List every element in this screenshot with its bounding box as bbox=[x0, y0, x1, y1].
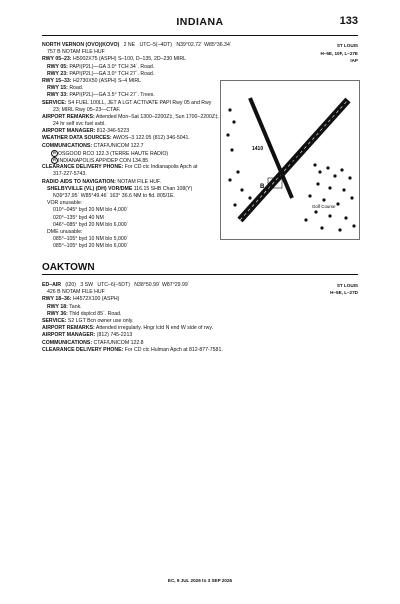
entry-text: 426 B NOTAM FILE HUF bbox=[47, 289, 105, 296]
entry-text: AWOS–3 122.05 (812) 346-5041. bbox=[112, 135, 190, 142]
entry-label: RWY 23: bbox=[47, 70, 68, 77]
radio-circle-icon: R bbox=[51, 157, 58, 164]
entry-label: RWY 36: bbox=[47, 310, 68, 317]
page-footer: EC, 9 JUL 2026 to 3 SEP 2026 bbox=[167, 578, 233, 583]
iap-label: IAP bbox=[350, 58, 358, 64]
airport-name: ED–AIR bbox=[42, 282, 62, 288]
airport-location: 2 NE bbox=[123, 42, 136, 48]
chart-ref: ST LOUIS bbox=[336, 43, 358, 48]
entry-text: 23; MIRL Rwy 05–23—CTAF. bbox=[53, 106, 121, 113]
entry-label: AIRPORT REMARKS: bbox=[42, 113, 95, 120]
entry-line bbox=[42, 49, 358, 56]
section-rule bbox=[42, 274, 358, 275]
state-title: INDIANA bbox=[176, 16, 224, 28]
airport-title-line bbox=[42, 42, 358, 49]
entry-text: H2730X50 (ASPH) S–4 MIRL bbox=[72, 77, 142, 84]
entry-text: H5002X75 (ASPH) S–100, D–135, 2D–230 MIRL bbox=[72, 56, 187, 63]
entry-text: INDIANAPOLIS APP/DEP CON 134.85 bbox=[58, 157, 149, 164]
entry-label: SERVICE: bbox=[42, 99, 67, 106]
entry-label: RWY 15: bbox=[47, 85, 68, 92]
entry-text: 085°–105° byd 20 NM blo 6,000´ bbox=[53, 243, 129, 250]
entry-text: H4572X100 (ASPH) bbox=[72, 296, 120, 303]
entry-text: PAPI(P2L)—GA 3.5° TCH 27´. Trees. bbox=[69, 92, 155, 99]
entry-text: 812-346-5223 bbox=[96, 128, 130, 135]
entry-label: RWY 05–23: bbox=[42, 56, 72, 63]
entry-line bbox=[42, 304, 358, 311]
chart-ref: ST LOUIS bbox=[336, 283, 358, 288]
entry-text: 046°–085° byd 20 NM blo 6,000´ bbox=[53, 221, 129, 228]
entry-label: RWY 05: bbox=[47, 63, 68, 70]
header-rule bbox=[42, 35, 358, 36]
beacon-label: B bbox=[260, 184, 265, 190]
entry-label: SERVICE: bbox=[42, 317, 67, 324]
airport-coords: N39°02.72´ W85°36.34´ bbox=[176, 42, 232, 48]
page-number: 133 bbox=[339, 15, 358, 27]
entry-label: AIRPORT MANAGER: bbox=[42, 128, 96, 135]
entry-text: VOR unusable: bbox=[47, 200, 83, 207]
entry-text: S4 FUEL 100LL, JET A LGT ACTIVATE PAPI Rwy 05 and Rwy bbox=[67, 99, 212, 106]
entry-text: For CD ctc Hulman Apch at 812-877-7581. bbox=[124, 346, 223, 353]
entry-label: RWY 33: bbox=[47, 92, 68, 99]
entry-text: Road. bbox=[69, 85, 84, 92]
entry-label: SHELBYVILLE (VL) (DH) VOR/DME bbox=[47, 185, 133, 192]
entry-label: CLEARANCE DELIVERY PHONE: bbox=[42, 164, 124, 171]
radio-circle-icon: R bbox=[51, 150, 58, 157]
entry-line bbox=[42, 347, 358, 354]
entry-line bbox=[42, 243, 358, 250]
entry-text: 317-227-5743. bbox=[53, 171, 87, 178]
entry-text: PAPI(P2L)—GA 3.0° TCH 34´. Road. bbox=[69, 63, 155, 70]
airport-ident: (OVO)(KOVO) bbox=[85, 42, 120, 48]
entry-text: Tank. bbox=[69, 303, 82, 310]
airport-utc: UTC–6(–5DT) bbox=[97, 282, 130, 288]
entry-line bbox=[42, 318, 358, 325]
runway-15-33-dims: 2730 X 50 bbox=[265, 138, 278, 159]
city-section-title: OAKTOWN bbox=[42, 262, 95, 273]
entry-text: S2 LGT Bcn owner use only. bbox=[67, 317, 134, 324]
runway-05-23-dims: 5002 X 75 bbox=[287, 148, 305, 167]
page-header bbox=[42, 16, 358, 34]
entry-label: COMMUNICATIONS: bbox=[42, 142, 93, 149]
entry-label: AIRPORT REMARKS: bbox=[42, 325, 95, 332]
chart-codes: H–5E, L–27D bbox=[330, 290, 358, 295]
airport-ident: (I20) bbox=[65, 282, 77, 288]
ed-air-entry bbox=[42, 282, 358, 354]
entry-text: 24 hr self svc fuel avbl. bbox=[53, 121, 106, 128]
entry-text: 116.15 SHB Chan 108(Y) bbox=[133, 185, 193, 192]
entry-label: RADIO AIDS TO NAVIGATION: bbox=[42, 178, 116, 185]
entry-text: Attended Mon–Sat 1300–2200Z‡, Sun 1700–2200Z‡. bbox=[95, 113, 220, 120]
entry-text: DME unusable: bbox=[47, 228, 83, 235]
entry-text: 757 B NOTAM FILE HUF bbox=[47, 49, 105, 56]
entry-line bbox=[42, 325, 358, 332]
entry-line bbox=[42, 296, 358, 303]
entry-label: RWY 15–33: bbox=[42, 77, 72, 84]
entry-line bbox=[42, 56, 358, 63]
entry-text: Thld dsplcd 85´. Road. bbox=[69, 310, 122, 317]
airport-utc: UTC–5(–4DT) bbox=[139, 42, 173, 48]
entry-text: N39°37.95´ W85°49.46´ 163° 36.6 NM to fld. 805/1E. bbox=[53, 192, 175, 199]
entry-text: Attended irregularly. Hngr lctd N end W side of rwy. bbox=[95, 325, 214, 332]
chart-codes: H–5E, 10F, L–27E bbox=[320, 51, 358, 56]
entry-text: NOTAM FILE HUF. bbox=[117, 178, 162, 185]
entry-label: COMMUNICATIONS: bbox=[42, 339, 93, 346]
airport-coords: N38°50.99´ W87°29.99´ bbox=[134, 282, 190, 288]
elevation-label: 1410 bbox=[252, 146, 264, 152]
entry-label: AIRPORT MANAGER: bbox=[42, 332, 96, 339]
entry-label: WEATHER DATA SOURCES: bbox=[42, 135, 112, 142]
entry-text: 020°–135° byd 40 NM bbox=[53, 214, 104, 221]
entry-label: RWY 18: bbox=[47, 303, 68, 310]
airport-diagram bbox=[220, 80, 360, 240]
entry-text: OSGOOD RCO 122.3 (TERRE HAUTE RADIO) bbox=[58, 150, 169, 157]
airport-name: NORTH VERNON bbox=[42, 42, 85, 48]
entry-text: 085°–105° byd 10 NM blo 5,000´ bbox=[53, 236, 129, 243]
entry-line bbox=[42, 332, 358, 339]
entry-label: RWY 18–36: bbox=[42, 296, 72, 303]
entry-text: 010°–045° byd 20 NM blo 4,000´ bbox=[53, 207, 129, 214]
entry-label: CLEARANCE DELIVERY PHONE: bbox=[42, 346, 124, 353]
entry-line bbox=[42, 289, 358, 296]
entry-line bbox=[42, 64, 358, 71]
entry-line bbox=[42, 340, 358, 347]
entry-text: PAPI(P2L)—GA 3.0° TCH 27´. Road. bbox=[69, 70, 155, 77]
entry-text: For CD ctc Indianapolis Apch at bbox=[124, 164, 198, 171]
golf-course-label: Golf Course bbox=[312, 204, 336, 209]
entry-line bbox=[42, 71, 358, 78]
entry-text: CTAF/UNICOM 122.7 bbox=[93, 142, 144, 149]
airport-location: 3 SW bbox=[80, 282, 94, 288]
entry-text: CTAF/UNICOM 122.8 bbox=[93, 339, 144, 346]
entry-line bbox=[42, 311, 358, 318]
entry-text: (812) 745-2213 bbox=[96, 332, 133, 339]
airport-title-line bbox=[42, 282, 358, 289]
